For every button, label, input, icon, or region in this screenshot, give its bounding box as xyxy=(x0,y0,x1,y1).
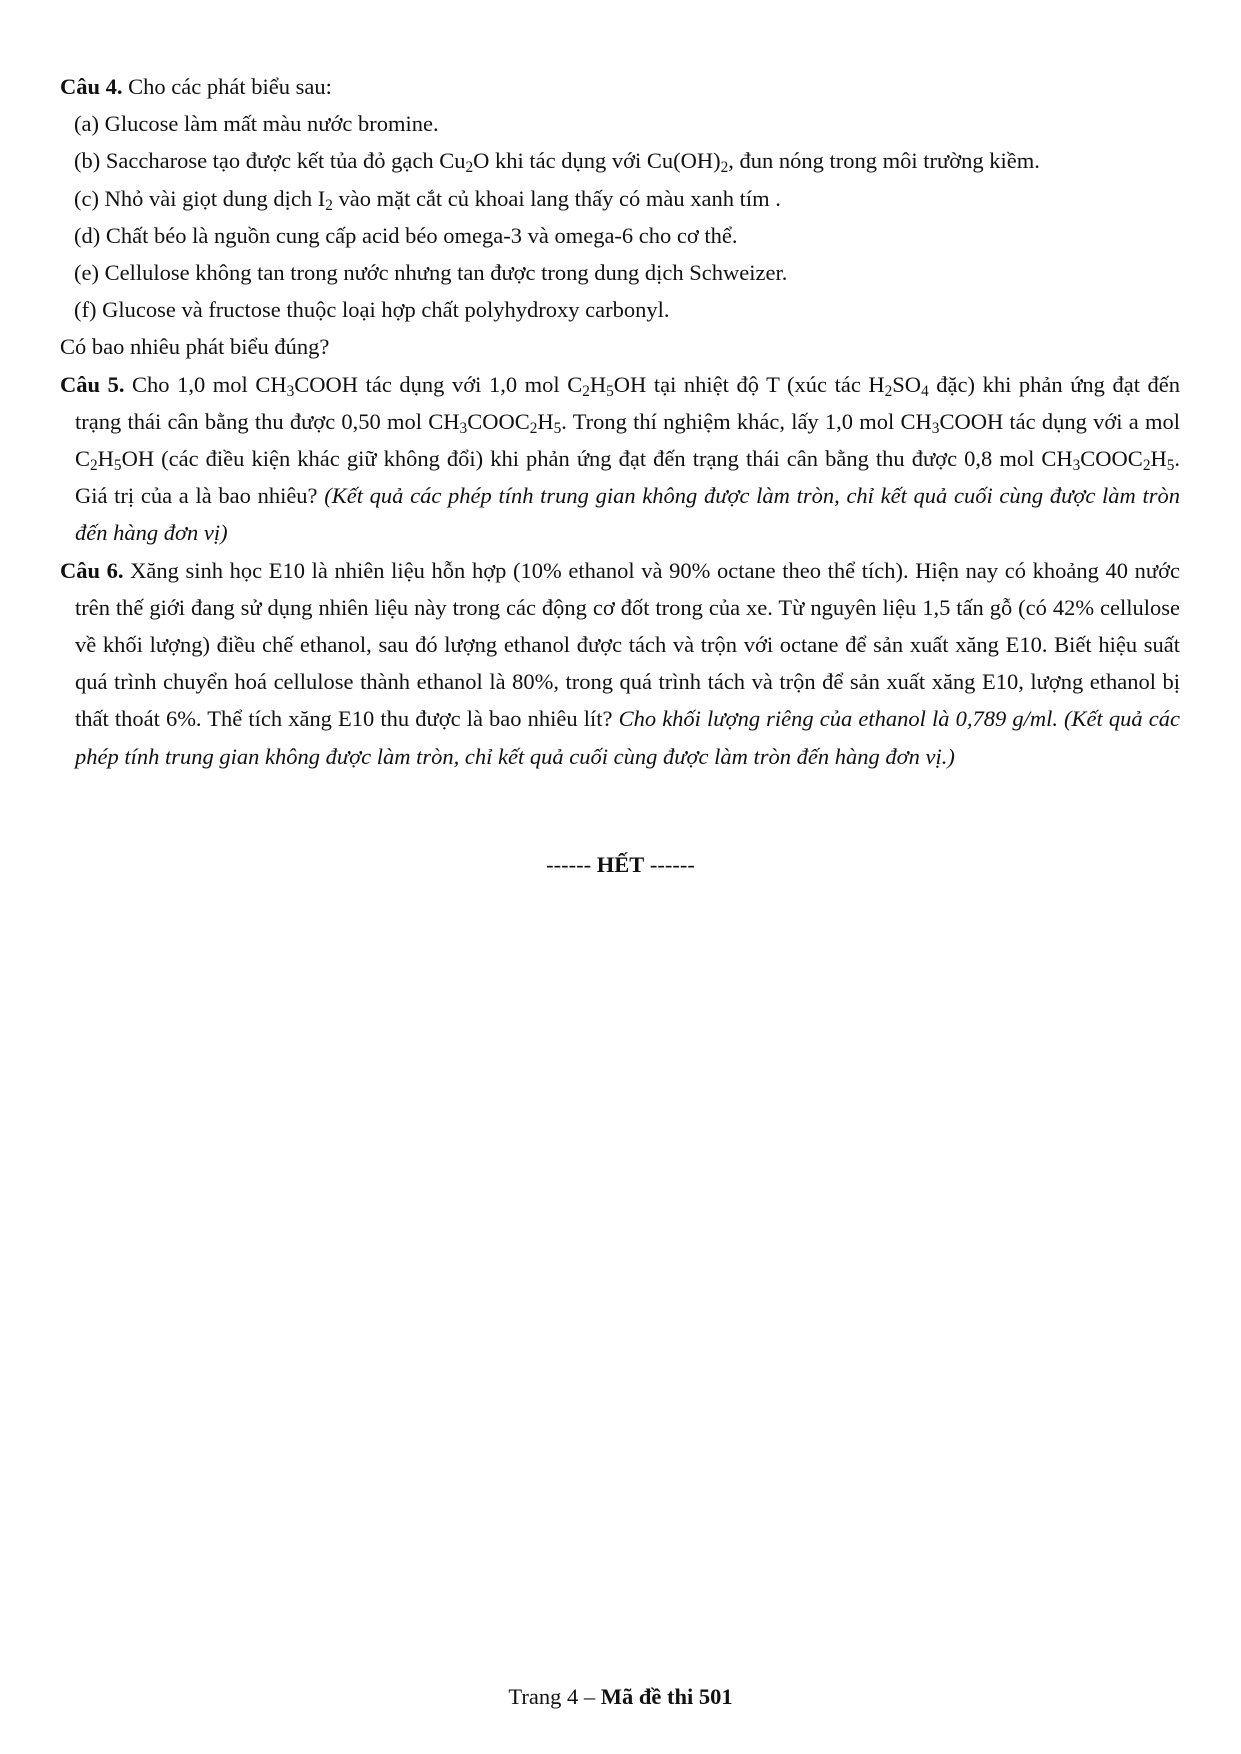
question-6-note: Cho khối lượng riêng của ethanol là 0,789 g/ml. (Kết quả các phép tính trung gian không được làm tròn, chỉ kết quả cuối cùng được làm tròn đến hàng đơn vị.) xyxy=(75,706,1180,769)
exam-content xyxy=(60,68,1180,775)
question-4-label: Câu 4. xyxy=(60,74,123,99)
statement-b: (b) Saccharose tạo được kết tủa đỏ gạch $Cu_2O$ khi tác dụng với $Cu(OH)_2$, đun nóng trong môi trường kiềm. xyxy=(74,148,1040,177)
question-5: Câu 5. Cho 1,0 mol $CH_3COOH$ tác dụng với 1,0 mol $C_2H_5OH$ tại nhiệt độ T (xúc tác $H_2SO_4$ đặc) khi phản ứng đạt đến trạng thái cân bằng thu được 0,50 mol $CH_3COOC_2H_5$. Trong thí nghiệm khác, lấy 1,0 mol $CH_3COOH$ tác dụng với a mol $C_2H_5OH$ (các điều kiện khác giữ không đổi) khi phản ứng đạt đến trạng thái cân bằng thu được 0,8 mol $CH_3COOC_2H_5$. Giá trị của a là bao nhiêu? (Kết quả các phép tính trung gian không được làm tròn, chỉ kết quả cuối cùng được làm tròn đến hàng đơn vị) xyxy=(60,371,1181,546)
question-6 xyxy=(60,552,1180,775)
statement-c: (c) Nhỏ vài giọt dung dịch $I_2$ vào mặt cắt củ khoai lang thấy có màu xanh tím . xyxy=(74,185,781,214)
page-number: Trang 4 – xyxy=(508,1684,601,1709)
question-4-heading xyxy=(60,68,1180,105)
end-marker: ------ HẾT ------ xyxy=(546,852,695,877)
statement-f: (f) Glucose và fructose thuộc loại hợp chất polyhydroxy carbonyl. xyxy=(74,297,670,323)
statement-e: (e) Cellulose không tan trong nước nhưng tan được trong dung dịch Schweizer. xyxy=(74,260,788,286)
question-5-label: Câu 5. xyxy=(60,371,125,397)
question-6-label: Câu 6. xyxy=(60,557,124,583)
question-6-text: Xăng sinh học E10 là nhiên liệu hỗn hợp (10% ethanol và 90% octane theo thể tích). Hiện nay có khoảng 40 nước trên thế giới đang sử dụng nhiên liệu này trong các động cơ đốt trong của xe. Từ nguyên liệu 1,5 tấn gỗ (có 42% cellulose về khối lượng) điều chế ethanol, sau đó lượng ethanol được tách và trộn với octane để sản xuất xăng E10. Biết hiệu suất quá trình chuyển hoá cellulose thành ethanol là 80%, trong quá trình tách và trộn để sản xuất xăng E10, lượng ethanol bị thất thoát 6%. Thể tích xăng E10 thu được là bao nhiêu lít? xyxy=(75,557,1180,732)
page-footer xyxy=(0,1682,1241,1712)
statement-a: (a) Glucose làm mất màu nước bromine. xyxy=(74,111,439,137)
statement-d: (d) Chất béo là nguồn cung cấp acid béo omega-3 và omega-6 cho cơ thể. xyxy=(74,222,738,248)
exam-code: Mã đề thi 501 xyxy=(600,1684,733,1709)
question-4-intro: Cho các phát biểu sau: xyxy=(122,74,332,99)
question-4-prompt: Có bao nhiêu phát biểu đúng? xyxy=(60,334,330,360)
question-5-note: (Kết quả các phép tính trung gian không được làm tròn, chỉ kết quả cuối cùng được làm tròn đến hàng đơn vị) xyxy=(75,483,1180,546)
